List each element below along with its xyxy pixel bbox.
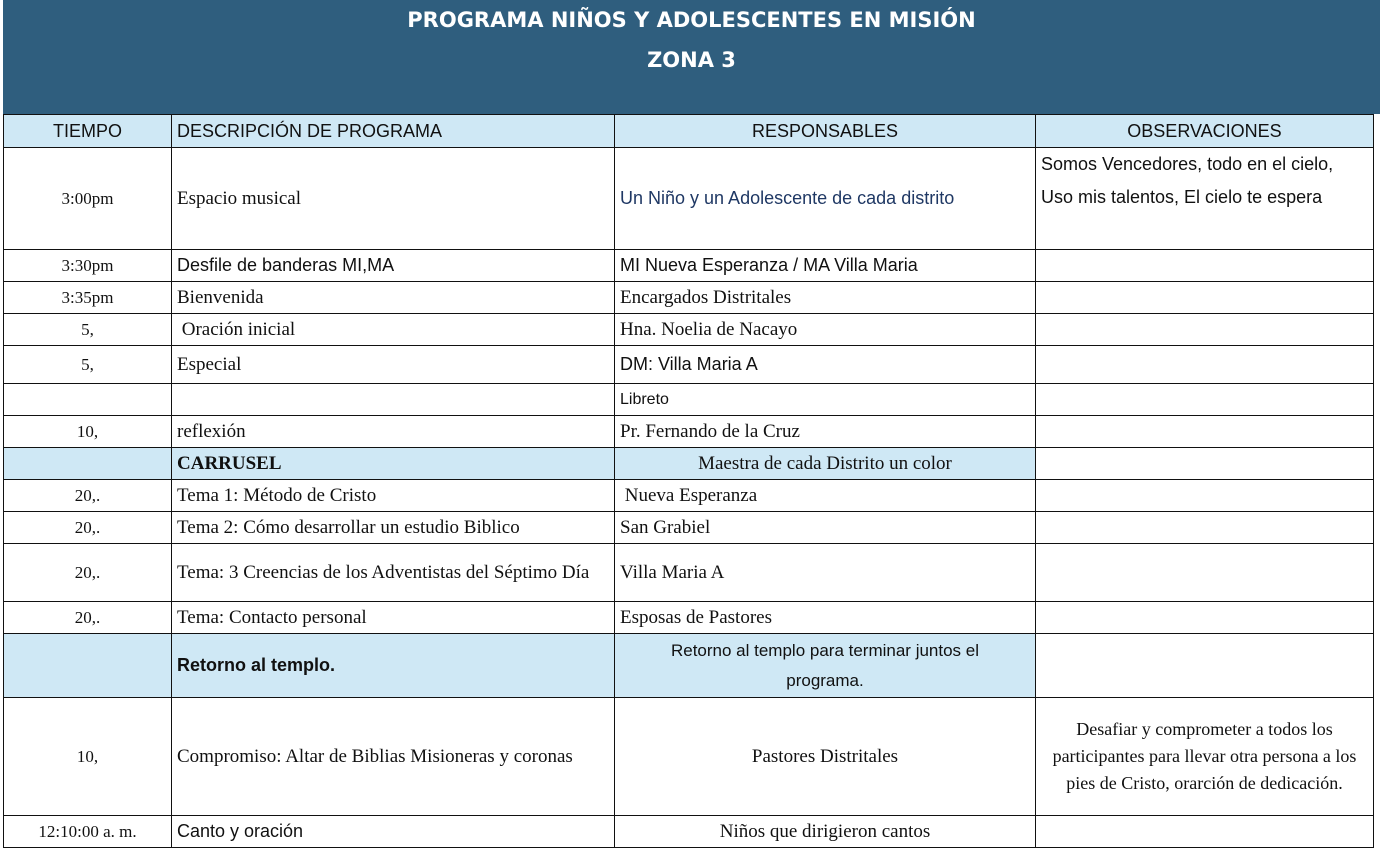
cell-tiempo[interactable]: 10, <box>4 416 172 448</box>
cell-tiempo[interactable]: 5, <box>4 346 172 384</box>
cell-responsables[interactable]: Pastores Distritales <box>615 698 1036 816</box>
cell-observaciones[interactable] <box>1036 602 1374 634</box>
cell-observaciones[interactable] <box>1036 512 1374 544</box>
cell-responsables[interactable]: MI Nueva Esperanza / MA Villa Maria <box>615 250 1036 282</box>
cell-descripcion[interactable]: Retorno al templo. <box>172 634 615 698</box>
cell-tiempo[interactable] <box>4 384 172 416</box>
cell-descripcion[interactable]: Tema 2: Cómo desarrollar un estudio Biblico <box>172 512 615 544</box>
cell-tiempo[interactable]: 20,. <box>4 480 172 512</box>
table-row <box>4 512 1374 544</box>
cell-descripcion[interactable]: reflexión <box>172 416 615 448</box>
program-table <box>3 114 1374 848</box>
cell-tiempo[interactable]: 5, <box>4 314 172 346</box>
cell-observaciones[interactable] <box>1036 544 1374 602</box>
cell-responsables[interactable]: Retorno al templo para terminar juntos el programa. <box>615 634 1036 698</box>
cell-tiempo[interactable]: 12:10:00 a. m. <box>4 816 172 848</box>
cell-descripcion[interactable]: Desfile de banderas MI,MA <box>172 250 615 282</box>
cell-responsables[interactable]: Nueva Esperanza <box>615 480 1036 512</box>
cell-responsables[interactable]: Pr. Fernando de la Cruz <box>615 416 1036 448</box>
cell-tiempo[interactable]: 20,. <box>4 602 172 634</box>
table-row <box>4 698 1374 816</box>
cell-tiempo[interactable] <box>4 634 172 698</box>
cell-observaciones[interactable]: Desafiar y comprometer a todos los participantes para llevar otra persona a los pies de Cristo, orarción de dedicación. <box>1036 698 1374 816</box>
col-header-descripcion[interactable]: DESCRIPCIÓN DE PROGRAMA <box>172 115 615 148</box>
col-header-tiempo[interactable]: TIEMPO <box>4 115 172 148</box>
table-row <box>4 448 1374 480</box>
table-row <box>4 816 1374 848</box>
cell-tiempo[interactable]: 3:35pm <box>4 282 172 314</box>
cell-responsables[interactable]: San Grabiel <box>615 512 1036 544</box>
cell-tiempo[interactable]: 3:00pm <box>4 148 172 250</box>
table-row <box>4 282 1374 314</box>
cell-tiempo[interactable] <box>4 448 172 480</box>
col-header-observaciones[interactable]: OBSERVACIONES <box>1036 115 1374 148</box>
cell-descripcion[interactable]: CARRUSEL <box>172 448 615 480</box>
table-row <box>4 480 1374 512</box>
cell-observaciones[interactable]: Somos Vencedores, todo en el cielo, Uso mis talentos, El cielo te espera <box>1036 148 1374 250</box>
cell-responsables[interactable]: DM: Villa Maria A <box>615 346 1036 384</box>
cell-observaciones[interactable] <box>1036 282 1374 314</box>
table-row <box>4 384 1374 416</box>
cell-responsables[interactable]: Un Niño y un Adolescente de cada distrito <box>615 148 1036 250</box>
header-row <box>4 115 1374 148</box>
cell-observaciones[interactable] <box>1036 816 1374 848</box>
cell-responsables[interactable]: Hna. Noelia de Nacayo <box>615 314 1036 346</box>
cell-descripcion[interactable]: Tema: 3 Creencias de los Adventistas del Séptimo Día <box>172 544 615 602</box>
cell-descripcion[interactable]: Tema: Contacto personal <box>172 602 615 634</box>
cell-tiempo[interactable]: 10, <box>4 698 172 816</box>
cell-tiempo[interactable]: 20,. <box>4 544 172 602</box>
cell-responsables[interactable]: Encargados Distritales <box>615 282 1036 314</box>
zone-title: ZONA 3 <box>647 48 736 72</box>
title-banner <box>3 0 1380 114</box>
table-row <box>4 314 1374 346</box>
cell-observaciones[interactable] <box>1036 384 1374 416</box>
cell-tiempo[interactable]: 3:30pm <box>4 250 172 282</box>
table-row <box>4 634 1374 698</box>
table-row <box>4 250 1374 282</box>
program-title: PROGRAMA NIÑOS Y ADOLESCENTES EN MISIÓN <box>407 8 976 32</box>
cell-responsables[interactable]: Villa Maria A <box>615 544 1036 602</box>
cell-observaciones[interactable] <box>1036 416 1374 448</box>
table-row <box>4 148 1374 250</box>
cell-descripcion[interactable]: Tema 1: Método de Cristo <box>172 480 615 512</box>
cell-descripcion[interactable]: Oración inicial <box>172 314 615 346</box>
table-row <box>4 602 1374 634</box>
cell-descripcion[interactable]: Canto y oración <box>172 816 615 848</box>
cell-descripcion[interactable] <box>172 384 615 416</box>
cell-observaciones[interactable] <box>1036 448 1374 480</box>
cell-observaciones[interactable] <box>1036 346 1374 384</box>
cell-tiempo[interactable]: 20,. <box>4 512 172 544</box>
cell-descripcion[interactable]: Compromiso: Altar de Biblias Misioneras y coronas <box>172 698 615 816</box>
cell-observaciones[interactable] <box>1036 250 1374 282</box>
col-header-responsables[interactable]: RESPONSABLES <box>615 115 1036 148</box>
cell-observaciones[interactable] <box>1036 314 1374 346</box>
cell-descripcion[interactable]: Bienvenida <box>172 282 615 314</box>
cell-responsables[interactable]: Niños que dirigieron cantos <box>615 816 1036 848</box>
cell-responsables[interactable]: Maestra de cada Distrito un color <box>615 448 1036 480</box>
cell-descripcion[interactable]: Especial <box>172 346 615 384</box>
table-row <box>4 346 1374 384</box>
table-row <box>4 544 1374 602</box>
cell-observaciones[interactable] <box>1036 480 1374 512</box>
table-row <box>4 416 1374 448</box>
cell-responsables[interactable]: Esposas de Pastores <box>615 602 1036 634</box>
cell-responsables[interactable]: Libreto <box>615 384 1036 416</box>
cell-observaciones[interactable] <box>1036 634 1374 698</box>
cell-descripcion[interactable]: Espacio musical <box>172 148 615 250</box>
